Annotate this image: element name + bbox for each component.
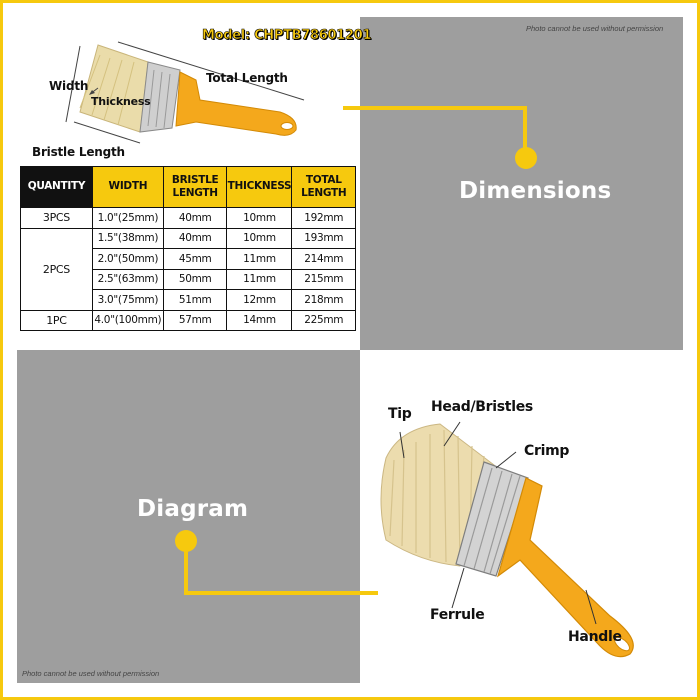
copyright-note-top: Photo cannot be used without permission [526,24,664,33]
total-header-line-2: LENGTH [301,187,347,199]
tip-label: Tip [388,406,412,422]
total-header-line-1: TOTAL [305,173,342,186]
ferrule-label: Ferrule [430,607,485,623]
width-cell: 3.0"(75mm) [92,290,163,311]
width-cell: 4.0"(100mm) [92,310,163,331]
total-length-cell: 215mm [292,269,356,290]
total-length-cell: 225mm [292,310,356,331]
diagram-label: Diagram [137,496,249,522]
head-bristles-label: Head/Bristles [431,399,533,415]
bristle-length-cell: 57mm [163,310,227,331]
column-header-width: WIDTH [92,167,163,208]
column-header-thickness: THICKNESS [227,167,292,208]
width-callout: Width [49,79,89,93]
width-cell: 1.5"(38mm) [92,228,163,249]
thickness-cell: 11mm [227,249,292,270]
thickness-cell: 10mm [227,208,292,229]
total-length-cell: 214mm [292,249,356,270]
handle-label: Handle [568,629,622,645]
thickness-cell: 12mm [227,290,292,311]
thickness-callout: Thickness [91,95,151,108]
quantity-cell: 2PCS [21,228,93,310]
callout-dot [175,530,197,552]
total-length-cell: 192mm [292,208,356,229]
total-length-cell: 218mm [292,290,356,311]
copyright-note-bottom: Photo cannot be used without permission [22,669,160,678]
model-number: Model: CHPTB78601201 [202,28,372,43]
bristle-length-cell: 40mm [163,228,227,249]
column-header-quantity: QUANTITY [21,167,93,208]
quantity-cell: 3PCS [21,208,93,229]
callout-dot [515,147,537,169]
total-length-callout: Total Length [206,71,288,85]
bristle-length-cell: 45mm [163,249,227,270]
bristle-header-line-2: LENGTH [172,187,218,199]
quantity-cell: 1PC [21,310,93,331]
width-cell: 2.0"(50mm) [92,249,163,270]
bristle-length-cell: 40mm [163,208,227,229]
crimp-label: Crimp [524,443,570,459]
thickness-cell: 11mm [227,269,292,290]
thickness-cell: 10mm [227,228,292,249]
width-cell: 2.5"(63mm) [92,269,163,290]
total-length-cell: 193mm [292,228,356,249]
dimensions-label: Dimensions [459,178,612,204]
bristle-length-callout: Bristle Length [32,145,125,159]
width-cell: 1.0"(25mm) [92,208,163,229]
bristle-header-line-1: BRISTLE [171,173,219,186]
bristle-length-cell: 51mm [163,290,227,311]
thickness-cell: 14mm [227,310,292,331]
bristle-length-cell: 50mm [163,269,227,290]
